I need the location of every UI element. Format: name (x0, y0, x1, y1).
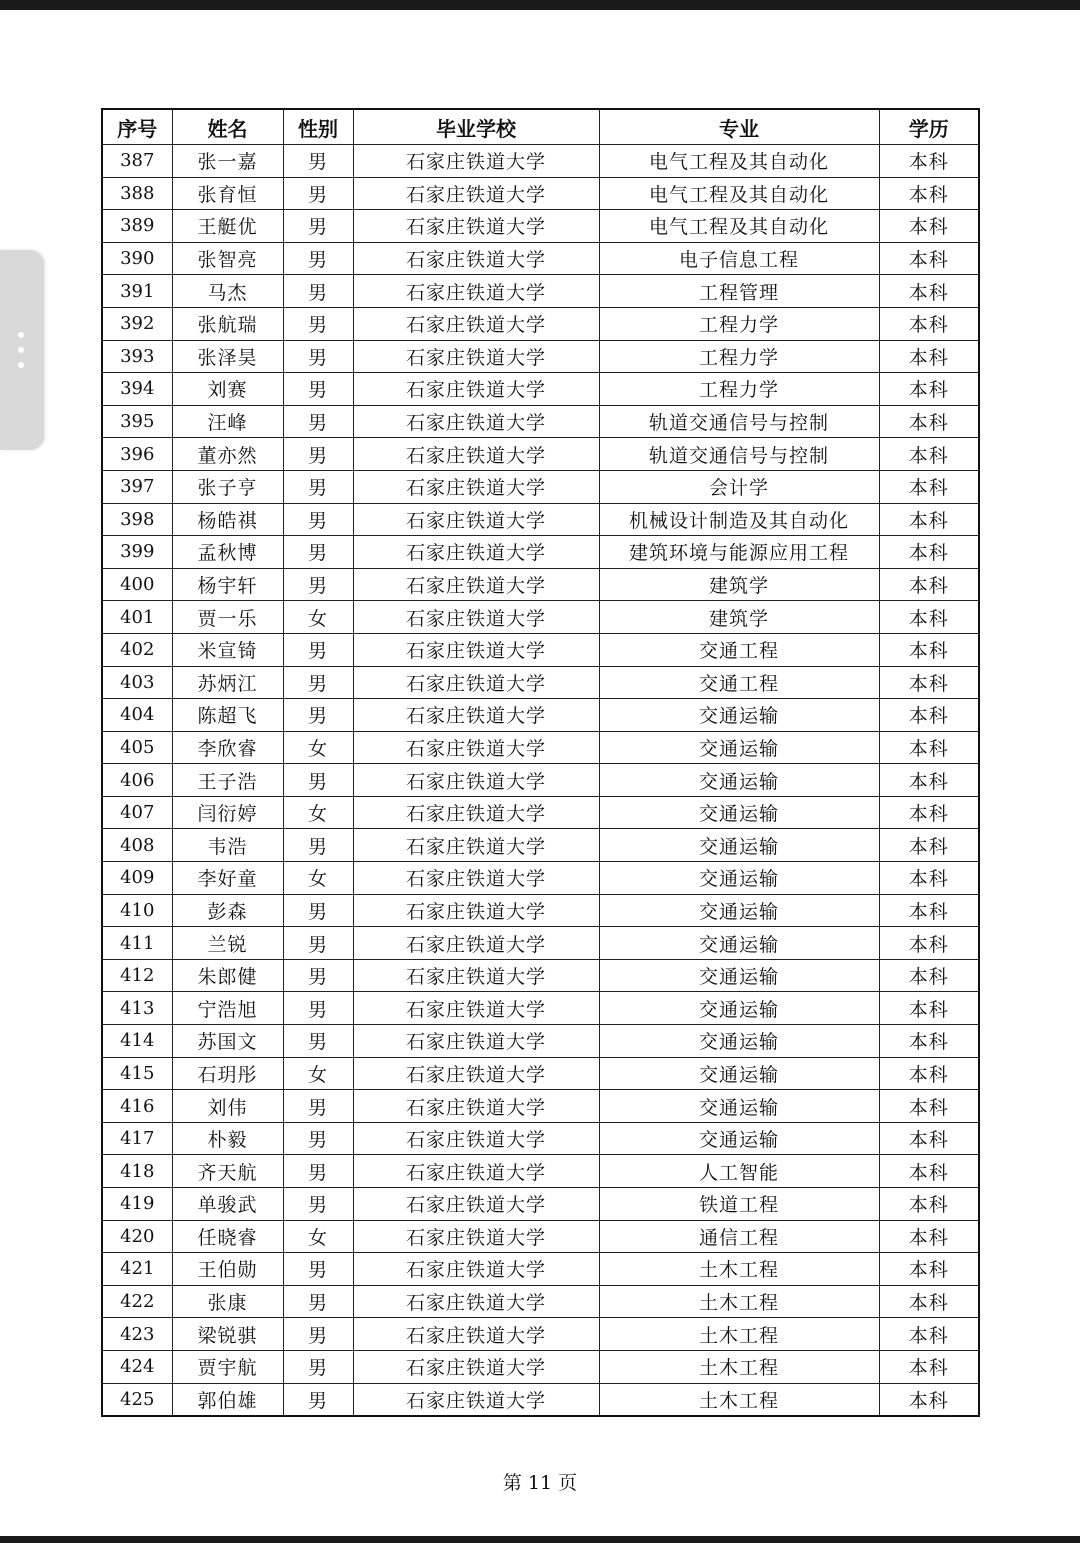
cell-degree: 本科 (879, 894, 979, 927)
table-row (102, 1188, 979, 1221)
cell-degree: 本科 (879, 992, 979, 1025)
cell-name: 朴毅 (172, 1122, 283, 1155)
cell-name: 韦浩 (172, 829, 283, 862)
table-row (102, 373, 979, 406)
cell-degree: 本科 (879, 536, 979, 569)
cell-degree: 本科 (879, 275, 979, 308)
cell-degree: 本科 (879, 1383, 979, 1416)
table-row (102, 1318, 979, 1351)
cell-school: 石家庄铁道大学 (353, 959, 599, 992)
cell-name: 王伯勋 (172, 1253, 283, 1286)
table-row (102, 731, 979, 764)
cell-name: 李欣睿 (172, 731, 283, 764)
cell-gender: 男 (283, 536, 353, 569)
cell-degree: 本科 (879, 731, 979, 764)
header-degree: 学历 (879, 109, 979, 145)
cell-school: 石家庄铁道大学 (353, 438, 599, 471)
table-row (102, 536, 979, 569)
table-row (102, 1090, 979, 1123)
cell-school: 石家庄铁道大学 (353, 894, 599, 927)
cell-serial: 393 (102, 340, 172, 373)
cell-school: 石家庄铁道大学 (353, 177, 599, 210)
cell-gender: 男 (283, 666, 353, 699)
cell-name: 刘赛 (172, 373, 283, 406)
cell-school: 石家庄铁道大学 (353, 1220, 599, 1253)
cell-serial: 423 (102, 1318, 172, 1351)
header-serial: 序号 (102, 109, 172, 145)
cell-serial: 409 (102, 862, 172, 895)
cell-serial: 394 (102, 373, 172, 406)
cell-school: 石家庄铁道大学 (353, 862, 599, 895)
table-row (102, 210, 979, 243)
cell-major: 轨道交通信号与控制 (599, 405, 879, 438)
cell-major: 交通运输 (599, 1057, 879, 1090)
cell-gender: 男 (283, 1025, 353, 1058)
cell-serial: 421 (102, 1253, 172, 1286)
cell-gender: 男 (283, 927, 353, 960)
cell-gender: 男 (283, 1090, 353, 1123)
cell-degree: 本科 (879, 862, 979, 895)
cell-degree: 本科 (879, 340, 979, 373)
cell-name: 马杰 (172, 275, 283, 308)
cell-name: 孟秋博 (172, 536, 283, 569)
cell-name: 朱郎健 (172, 959, 283, 992)
cell-school: 石家庄铁道大学 (353, 275, 599, 308)
cell-gender: 男 (283, 1383, 353, 1416)
cell-gender: 男 (283, 177, 353, 210)
cell-major: 会计学 (599, 470, 879, 503)
table-row (102, 405, 979, 438)
cell-major: 交通运输 (599, 959, 879, 992)
cell-school: 石家庄铁道大学 (353, 307, 599, 340)
cell-name: 刘伟 (172, 1090, 283, 1123)
cell-name: 齐天航 (172, 1155, 283, 1188)
cell-name: 梁锐骐 (172, 1318, 283, 1351)
cell-serial: 388 (102, 177, 172, 210)
cell-degree: 本科 (879, 242, 979, 275)
cell-major: 电气工程及其自动化 (599, 177, 879, 210)
cell-name: 苏炳江 (172, 666, 283, 699)
cell-major: 交通运输 (599, 764, 879, 797)
cell-major: 交通运输 (599, 992, 879, 1025)
cell-degree: 本科 (879, 1350, 979, 1383)
cell-major: 交通运输 (599, 927, 879, 960)
cell-degree: 本科 (879, 1188, 979, 1221)
cell-name: 石玥彤 (172, 1057, 283, 1090)
cell-serial: 410 (102, 894, 172, 927)
cell-school: 石家庄铁道大学 (353, 1025, 599, 1058)
table-row (102, 1057, 979, 1090)
cell-serial: 414 (102, 1025, 172, 1058)
cell-serial: 419 (102, 1188, 172, 1221)
cell-gender: 男 (283, 405, 353, 438)
cell-school: 石家庄铁道大学 (353, 1090, 599, 1123)
cell-school: 石家庄铁道大学 (353, 927, 599, 960)
cell-major: 交通运输 (599, 1122, 879, 1155)
cell-school: 石家庄铁道大学 (353, 536, 599, 569)
cell-school: 石家庄铁道大学 (353, 1318, 599, 1351)
cell-major: 电气工程及其自动化 (599, 210, 879, 243)
cell-name: 陈超飞 (172, 699, 283, 732)
roster-table (101, 108, 980, 1417)
table-row (102, 1122, 979, 1155)
cell-serial: 412 (102, 959, 172, 992)
cell-school: 石家庄铁道大学 (353, 145, 599, 178)
cell-serial: 400 (102, 568, 172, 601)
table-row (102, 1383, 979, 1416)
cell-gender: 男 (283, 633, 353, 666)
cell-name: 张育恒 (172, 177, 283, 210)
cell-degree: 本科 (879, 1057, 979, 1090)
cell-degree: 本科 (879, 699, 979, 732)
cell-school: 石家庄铁道大学 (353, 796, 599, 829)
cell-degree: 本科 (879, 1220, 979, 1253)
cell-name: 张一嘉 (172, 145, 283, 178)
cell-major: 交通运输 (599, 699, 879, 732)
cell-serial: 387 (102, 145, 172, 178)
table-row (102, 145, 979, 178)
table-row (102, 1155, 979, 1188)
cell-degree: 本科 (879, 796, 979, 829)
cell-school: 石家庄铁道大学 (353, 1057, 599, 1090)
cell-school: 石家庄铁道大学 (353, 340, 599, 373)
cell-name: 贾宇航 (172, 1350, 283, 1383)
table-header-row (102, 109, 979, 145)
table-row (102, 894, 979, 927)
cell-name: 王艇优 (172, 210, 283, 243)
cell-degree: 本科 (879, 145, 979, 178)
table-row (102, 927, 979, 960)
cell-major: 建筑学 (599, 568, 879, 601)
cell-gender: 女 (283, 1057, 353, 1090)
cell-gender: 男 (283, 1285, 353, 1318)
table-row (102, 503, 979, 536)
cell-major: 交通工程 (599, 666, 879, 699)
cell-major: 通信工程 (599, 1220, 879, 1253)
table-row (102, 340, 979, 373)
cell-school: 石家庄铁道大学 (353, 764, 599, 797)
cell-serial: 396 (102, 438, 172, 471)
table-row (102, 307, 979, 340)
cell-serial: 411 (102, 927, 172, 960)
cell-gender: 男 (283, 307, 353, 340)
cell-major: 土木工程 (599, 1383, 879, 1416)
cell-degree: 本科 (879, 438, 979, 471)
cell-degree: 本科 (879, 927, 979, 960)
cell-major: 交通运输 (599, 894, 879, 927)
page-number: 第 11 页 (502, 1472, 578, 1494)
table-row (102, 829, 979, 862)
header-name: 姓名 (172, 109, 283, 145)
cell-gender: 女 (283, 862, 353, 895)
cell-degree: 本科 (879, 1025, 979, 1058)
table-row (102, 1220, 979, 1253)
cell-major: 交通运输 (599, 731, 879, 764)
cell-name: 张康 (172, 1285, 283, 1318)
table-row (102, 177, 979, 210)
cell-school: 石家庄铁道大学 (353, 242, 599, 275)
cell-name: 张航瑞 (172, 307, 283, 340)
table-row (102, 959, 979, 992)
cell-degree: 本科 (879, 666, 979, 699)
cell-gender: 女 (283, 1220, 353, 1253)
cell-degree: 本科 (879, 1253, 979, 1286)
cell-name: 杨宇轩 (172, 568, 283, 601)
cell-major: 交通运输 (599, 1090, 879, 1123)
cell-gender: 男 (283, 1253, 353, 1286)
cell-school: 石家庄铁道大学 (353, 470, 599, 503)
table-row (102, 1285, 979, 1318)
cell-degree: 本科 (879, 210, 979, 243)
cell-serial: 404 (102, 699, 172, 732)
cell-degree: 本科 (879, 1318, 979, 1351)
top-bar (0, 0, 1080, 10)
cell-name: 王子浩 (172, 764, 283, 797)
cell-degree: 本科 (879, 1090, 979, 1123)
cell-degree: 本科 (879, 601, 979, 634)
cell-gender: 男 (283, 1350, 353, 1383)
cell-major: 土木工程 (599, 1318, 879, 1351)
cell-gender: 男 (283, 438, 353, 471)
cell-name: 彭森 (172, 894, 283, 927)
cell-school: 石家庄铁道大学 (353, 1122, 599, 1155)
cell-major: 交通运输 (599, 829, 879, 862)
cell-gender: 男 (283, 829, 353, 862)
cell-major: 轨道交通信号与控制 (599, 438, 879, 471)
cell-name: 宁浩旭 (172, 992, 283, 1025)
cell-name: 张子亨 (172, 470, 283, 503)
cell-name: 苏国文 (172, 1025, 283, 1058)
cell-school: 石家庄铁道大学 (353, 210, 599, 243)
cell-school: 石家庄铁道大学 (353, 699, 599, 732)
cell-gender: 男 (283, 764, 353, 797)
cell-major: 交通运输 (599, 796, 879, 829)
table-row (102, 275, 979, 308)
cell-major: 铁道工程 (599, 1188, 879, 1221)
cell-name: 董亦然 (172, 438, 283, 471)
cell-school: 石家庄铁道大学 (353, 829, 599, 862)
cell-gender: 男 (283, 242, 353, 275)
cell-gender: 女 (283, 601, 353, 634)
cell-serial: 403 (102, 666, 172, 699)
table-row (102, 796, 979, 829)
cell-gender: 男 (283, 992, 353, 1025)
cell-major: 工程管理 (599, 275, 879, 308)
cell-name: 杨皓祺 (172, 503, 283, 536)
cell-school: 石家庄铁道大学 (353, 731, 599, 764)
cell-gender: 男 (283, 340, 353, 373)
cell-name: 张泽昊 (172, 340, 283, 373)
cell-name: 李好童 (172, 862, 283, 895)
cell-degree: 本科 (879, 503, 979, 536)
bottom-bar (0, 1536, 1080, 1543)
table-row (102, 601, 979, 634)
cell-serial: 402 (102, 633, 172, 666)
cell-name: 单骏武 (172, 1188, 283, 1221)
cell-school: 石家庄铁道大学 (353, 373, 599, 406)
cell-serial: 422 (102, 1285, 172, 1318)
table-row (102, 242, 979, 275)
header-school: 毕业学校 (353, 109, 599, 145)
cell-major: 电子信息工程 (599, 242, 879, 275)
cell-name: 闫衍婷 (172, 796, 283, 829)
cell-gender: 男 (283, 959, 353, 992)
cell-serial: 401 (102, 601, 172, 634)
cell-serial: 413 (102, 992, 172, 1025)
cell-major: 电气工程及其自动化 (599, 145, 879, 178)
cell-serial: 390 (102, 242, 172, 275)
cell-school: 石家庄铁道大学 (353, 1253, 599, 1286)
cell-major: 工程力学 (599, 373, 879, 406)
cell-major: 建筑学 (599, 601, 879, 634)
cell-major: 土木工程 (599, 1253, 879, 1286)
cell-serial: 408 (102, 829, 172, 862)
cell-serial: 395 (102, 405, 172, 438)
cell-gender: 女 (283, 796, 353, 829)
cell-gender: 男 (283, 275, 353, 308)
cell-major: 交通工程 (599, 633, 879, 666)
cell-major: 工程力学 (599, 340, 879, 373)
cell-school: 石家庄铁道大学 (353, 1350, 599, 1383)
cell-school: 石家庄铁道大学 (353, 666, 599, 699)
cell-gender: 女 (283, 731, 353, 764)
cell-degree: 本科 (879, 373, 979, 406)
cell-gender: 男 (283, 1318, 353, 1351)
cell-gender: 男 (283, 210, 353, 243)
cell-name: 任晓睿 (172, 1220, 283, 1253)
cell-serial: 415 (102, 1057, 172, 1090)
cell-school: 石家庄铁道大学 (353, 1285, 599, 1318)
cell-serial: 406 (102, 764, 172, 797)
cell-degree: 本科 (879, 470, 979, 503)
table-row (102, 633, 979, 666)
cell-serial: 417 (102, 1122, 172, 1155)
cell-degree: 本科 (879, 405, 979, 438)
cell-school: 石家庄铁道大学 (353, 503, 599, 536)
cell-major: 土木工程 (599, 1285, 879, 1318)
cell-major: 工程力学 (599, 307, 879, 340)
cell-serial: 425 (102, 1383, 172, 1416)
cell-degree: 本科 (879, 1155, 979, 1188)
cell-degree: 本科 (879, 829, 979, 862)
cell-serial: 416 (102, 1090, 172, 1123)
table-row (102, 568, 979, 601)
cell-name: 郭伯雄 (172, 1383, 283, 1416)
table-row (102, 1025, 979, 1058)
cell-serial: 392 (102, 307, 172, 340)
table-row (102, 862, 979, 895)
cell-gender: 男 (283, 1122, 353, 1155)
cell-serial: 420 (102, 1220, 172, 1253)
table-row (102, 699, 979, 732)
cell-major: 交通运输 (599, 1025, 879, 1058)
cell-degree: 本科 (879, 177, 979, 210)
cell-serial: 405 (102, 731, 172, 764)
cell-major: 交通运输 (599, 862, 879, 895)
table-row (102, 666, 979, 699)
cell-gender: 男 (283, 894, 353, 927)
cell-name: 张智亮 (172, 242, 283, 275)
cell-school: 石家庄铁道大学 (353, 601, 599, 634)
cell-gender: 男 (283, 568, 353, 601)
header-gender: 性别 (283, 109, 353, 145)
cell-gender: 男 (283, 470, 353, 503)
table-row (102, 1253, 979, 1286)
cell-serial: 424 (102, 1350, 172, 1383)
cell-degree: 本科 (879, 1122, 979, 1155)
table-row (102, 438, 979, 471)
cell-gender: 男 (283, 145, 353, 178)
cell-serial: 399 (102, 536, 172, 569)
cell-major: 机械设计制造及其自动化 (599, 503, 879, 536)
cell-serial: 391 (102, 275, 172, 308)
cell-school: 石家庄铁道大学 (353, 1188, 599, 1221)
cell-degree: 本科 (879, 633, 979, 666)
header-major: 专业 (599, 109, 879, 145)
table-row (102, 764, 979, 797)
cell-degree: 本科 (879, 1285, 979, 1318)
side-panel-handle[interactable] (0, 250, 44, 450)
cell-gender: 男 (283, 373, 353, 406)
cell-school: 石家庄铁道大学 (353, 568, 599, 601)
cell-serial: 398 (102, 503, 172, 536)
cell-name: 贾一乐 (172, 601, 283, 634)
cell-school: 石家庄铁道大学 (353, 633, 599, 666)
cell-major: 人工智能 (599, 1155, 879, 1188)
cell-major: 土木工程 (599, 1350, 879, 1383)
cell-major: 建筑环境与能源应用工程 (599, 536, 879, 569)
cell-gender: 男 (283, 1188, 353, 1221)
cell-serial: 407 (102, 796, 172, 829)
cell-serial: 418 (102, 1155, 172, 1188)
table-row (102, 992, 979, 1025)
table-row (102, 1350, 979, 1383)
cell-name: 汪峰 (172, 405, 283, 438)
cell-degree: 本科 (879, 307, 979, 340)
cell-gender: 男 (283, 1155, 353, 1188)
cell-serial: 389 (102, 210, 172, 243)
cell-school: 石家庄铁道大学 (353, 405, 599, 438)
cell-school: 石家庄铁道大学 (353, 992, 599, 1025)
cell-serial: 397 (102, 470, 172, 503)
cell-name: 米宣锜 (172, 633, 283, 666)
cell-degree: 本科 (879, 959, 979, 992)
cell-school: 石家庄铁道大学 (353, 1155, 599, 1188)
table-row (102, 470, 979, 503)
cell-gender: 男 (283, 503, 353, 536)
cell-gender: 男 (283, 699, 353, 732)
cell-name: 兰锐 (172, 927, 283, 960)
cell-school: 石家庄铁道大学 (353, 1383, 599, 1416)
cell-degree: 本科 (879, 764, 979, 797)
cell-degree: 本科 (879, 568, 979, 601)
